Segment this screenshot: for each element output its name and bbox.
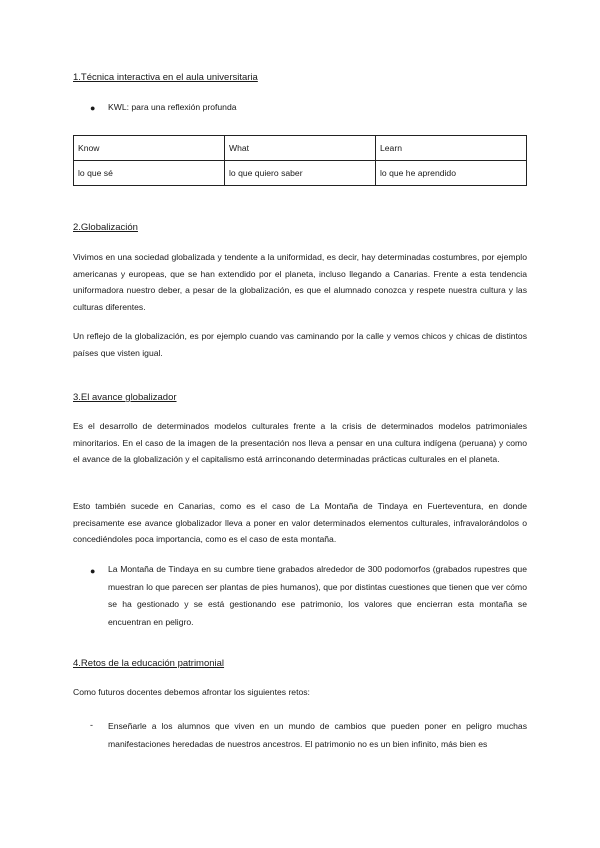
dash-marker: - [90,720,93,730]
dash-item-text: Enseñarle a los alumnos que viven en un mundo de cambios que pueden poner en peligro muchas manifestaciones heredadas de nuestros ancestros. El patrimonio no es un bien infinito, más bien es [108,721,527,749]
bullet-text-tindaya: La Montaña de Tindaya en su cumbre tiene grabados alrededor de 300 podomorfos (grabados rupestres que muestran lo que parecen ser plantas de pies humanos), que por distintas cuestiones que tienen que ver cómo se ha gestionado y se está gestionando ese patrimonio, los valores que encierran esta montaña se encuentran en peligro. [108,564,527,627]
section-heading-1: 1.Técnica interactiva en el aula universitaria [73,72,258,83]
table-cell: lo que sé [74,161,225,186]
table-row [74,161,527,186]
section-heading-3: 3.El avance globalizador [73,392,177,403]
paragraph-retos-intro: Como futuros docentes debemos afrontar los siguientes retos: [73,687,310,697]
paragraph-globalizacion-1: Vivimos en una sociedad globalizada y tendente a la uniformidad, es decir, hay determinadas costumbres, por ejemplo americanas y europeas, que se han extendido por el planeta, incluso llegando a Canarias. Frente a esta tendencia uniformadora nuestro deber, a pesar de la globalización, es que el alumnado conozca y respete nuestra cultura y las culturas diferentes. [73,252,527,312]
table-header-row [74,136,527,161]
table-cell: lo que quiero saber [225,161,376,186]
paragraph-avance-2: Esto también sucede en Canarias, como es el caso de La Montaña de Tindaya en Fuerteventura, en donde precisamente ese avance globalizador lleva a poner en valor determinados elementos culturales, infravalorándolos o concediéndoles poca importancia, como es el caso de esta montaña. [73,501,527,544]
table-header-cell: Know [74,136,225,161]
bullet-icon: ● [90,566,96,576]
section-heading-4: 4.Retos de la educación patrimonial [73,658,225,669]
section-heading-2: 2.Globalización [73,222,138,233]
table-cell: lo que he aprendido [376,161,527,186]
bullet-text-kwl: KWL: para una reflexión profunda [108,102,237,112]
table-header-cell: Learn [376,136,527,161]
paragraph-avance-1: Es el desarrollo de determinados modelos culturales frente a la crisis de determinados modelos patrimoniales minoritarios. En el caso de la imagen de la presentación nos lleva a pensar en una cultura indígena (peruana) y como el avance de la globalización y el capitalismo está arrinconando determinadas prácticas culturales en el planeta. [73,421,527,464]
paragraph-globalizacion-2: Un reflejo de la globalización, es por ejemplo cuando vas caminando por la calle y vemos chicos y chicas de distintos países que visten igual. [73,331,527,358]
bullet-icon: ● [90,103,96,113]
table-header-cell: What [225,136,376,161]
kwl-table [73,135,527,186]
